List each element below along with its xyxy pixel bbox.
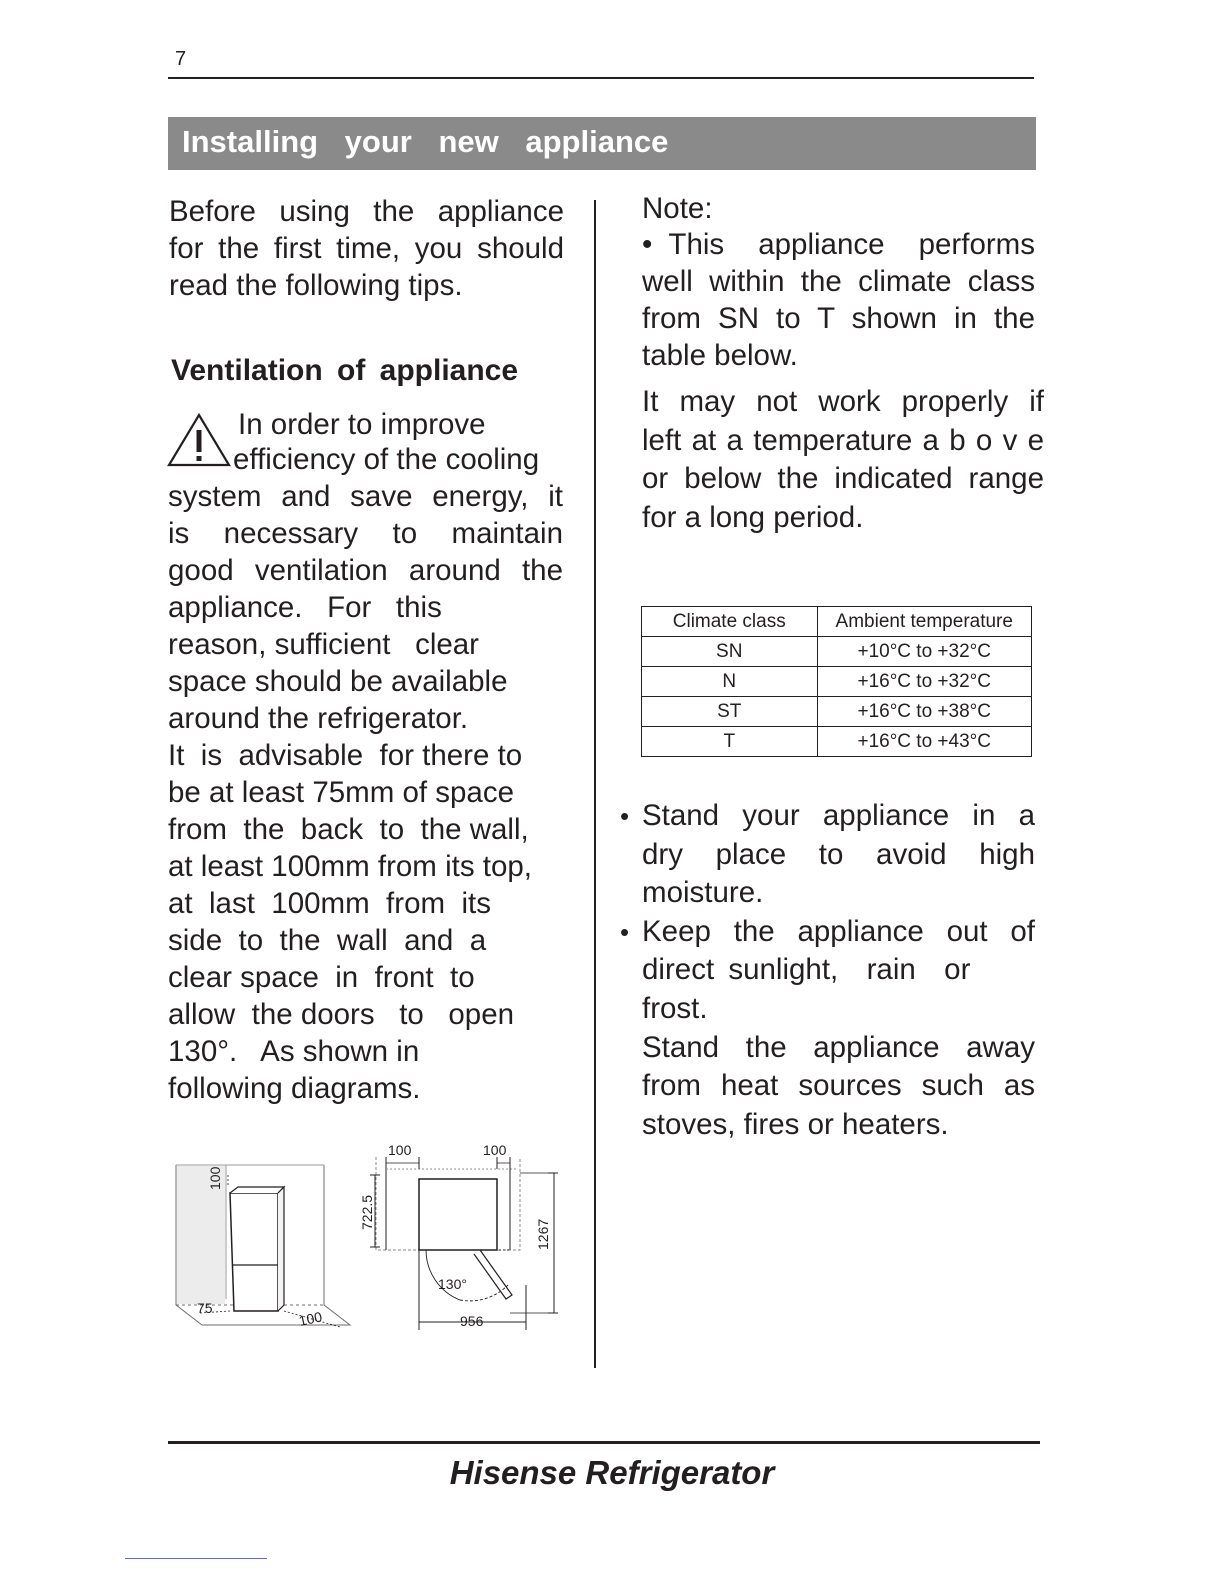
note-paragraph <box>642 226 1035 374</box>
intro-line: read the following tips. <box>169 269 463 302</box>
ventilation-line: from the back to the wall, <box>168 813 529 846</box>
climate-class-cell: SN <box>642 637 818 667</box>
ventilation-line: allow the doors to open <box>168 998 515 1031</box>
ventilation-line: efficiency of the cooling <box>233 443 540 476</box>
ventilation-line: around the refrigerator. <box>168 702 469 735</box>
ventilation-line: reason, sufficient clear <box>168 628 480 661</box>
ventilation-line: In order to improve <box>238 408 486 441</box>
tip-line: Stand your appliance in a <box>642 799 1035 832</box>
tip-line: stoves, fires or heaters. <box>642 1107 949 1141</box>
ventilation-line: be at least 75mm of space <box>168 776 514 809</box>
placement-tips <box>620 797 1040 1144</box>
tip-line: dry place to avoid high <box>642 837 1035 871</box>
column-header: Ambient temperature <box>817 607 1032 637</box>
section-title: Installing your new appliance <box>168 117 1036 170</box>
depth-label: 722.5 <box>359 1194 375 1230</box>
plan-view-diagram <box>370 1157 558 1330</box>
tip-line: Keep the appliance out of <box>642 914 1035 948</box>
door-angle-label: 130° <box>438 1276 467 1292</box>
temperature-cell: +16°C to +43°C <box>817 727 1032 757</box>
climate-class-cell: ST <box>642 697 818 727</box>
footer-brand: Hisense Refrigerator <box>449 1454 775 1491</box>
note-line: for a long period. <box>642 500 864 534</box>
note-line: or below the indicated range <box>642 462 1044 495</box>
ventilation-line: side to the wall and a <box>168 924 487 957</box>
ventilation-line: at least 100mm from its top, <box>168 850 532 883</box>
temperature-cell: +16°C to +38°C <box>817 697 1032 727</box>
table-row <box>642 667 1032 697</box>
ventilation-line: system and save energy, it <box>168 480 563 513</box>
bullet-icon: • <box>620 801 630 831</box>
ventilation-paragraph <box>168 478 563 1107</box>
plan-left-gap-label: 100 <box>388 1142 412 1158</box>
plan-right-gap-label: 100 <box>483 1142 507 1158</box>
bullet-icon: • <box>620 916 630 947</box>
tip-item <box>620 797 1040 913</box>
total-depth-label: 1267 <box>535 1218 551 1250</box>
footer-rule <box>168 1441 1040 1444</box>
column-header: Climate class <box>642 607 818 637</box>
note-line <box>642 226 1035 263</box>
ventilation-line: following diagrams. <box>168 1072 421 1105</box>
side-gap-label: 100 <box>297 1308 324 1329</box>
intro-line: for the first time, you should <box>169 232 564 265</box>
temperature-cell: +10°C to +32°C <box>817 637 1032 667</box>
tip-line: direct sunlight, rain or <box>642 953 971 987</box>
ventilation-line: at last 100mm from its <box>168 887 491 920</box>
tip-line: moisture. <box>642 876 764 910</box>
clearance-diagram <box>160 1135 580 1345</box>
ventilation-line: space should be available <box>168 665 508 698</box>
table-header-row <box>642 607 1032 637</box>
total-width-label: 956 <box>460 1313 484 1329</box>
link-underline[interactable] <box>125 1558 267 1559</box>
column-divider <box>594 200 596 1368</box>
bullet-icon: • <box>642 228 653 261</box>
note-warning-paragraph <box>642 383 1044 537</box>
temperature-cell: +16°C to +32°C <box>817 667 1032 697</box>
intro-paragraph <box>169 193 564 304</box>
tip-item <box>620 913 1040 1145</box>
note-line: left at a temperature a b o v e <box>642 423 1044 457</box>
ventilation-line: is necessary to maintain <box>168 517 563 550</box>
ventilation-line: clear space in front to <box>168 961 475 994</box>
page-number: 7 <box>175 48 187 70</box>
table-row <box>642 637 1032 667</box>
ventilation-line: It is advisable for there to <box>168 739 523 772</box>
back-gap-label: 75 <box>197 1300 213 1316</box>
tip-line: from heat sources such as <box>642 1069 1035 1103</box>
warning-icon <box>166 412 232 468</box>
intro-line: Before using the appliance <box>169 195 564 228</box>
climate-class-cell: N <box>642 667 818 697</box>
climate-class-table <box>641 606 1032 757</box>
note-line: well within the climate class <box>642 265 1035 298</box>
note-label: Note: <box>642 192 713 225</box>
top-gap-label: 100 <box>207 1166 223 1190</box>
table-row <box>642 697 1032 727</box>
ventilation-line: appliance. For this <box>168 591 442 624</box>
ventilation-heading: Ventilation of appliance <box>171 354 519 387</box>
note-line: It may not work properly if <box>642 385 1044 418</box>
note-line: table below. <box>642 339 798 372</box>
header-rule <box>168 77 1034 79</box>
table-row <box>642 727 1032 757</box>
ventilation-line: 130°. As shown in <box>168 1035 420 1068</box>
tip-line: Stand the appliance away <box>642 1030 1035 1064</box>
note-line: from SN to T shown in the <box>642 302 1035 335</box>
tip-line: frost. <box>642 991 708 1025</box>
note-first-line: This appliance performs <box>668 228 1035 261</box>
ventilation-line: good ventilation around the <box>168 554 563 587</box>
climate-class-cell: T <box>642 727 818 757</box>
